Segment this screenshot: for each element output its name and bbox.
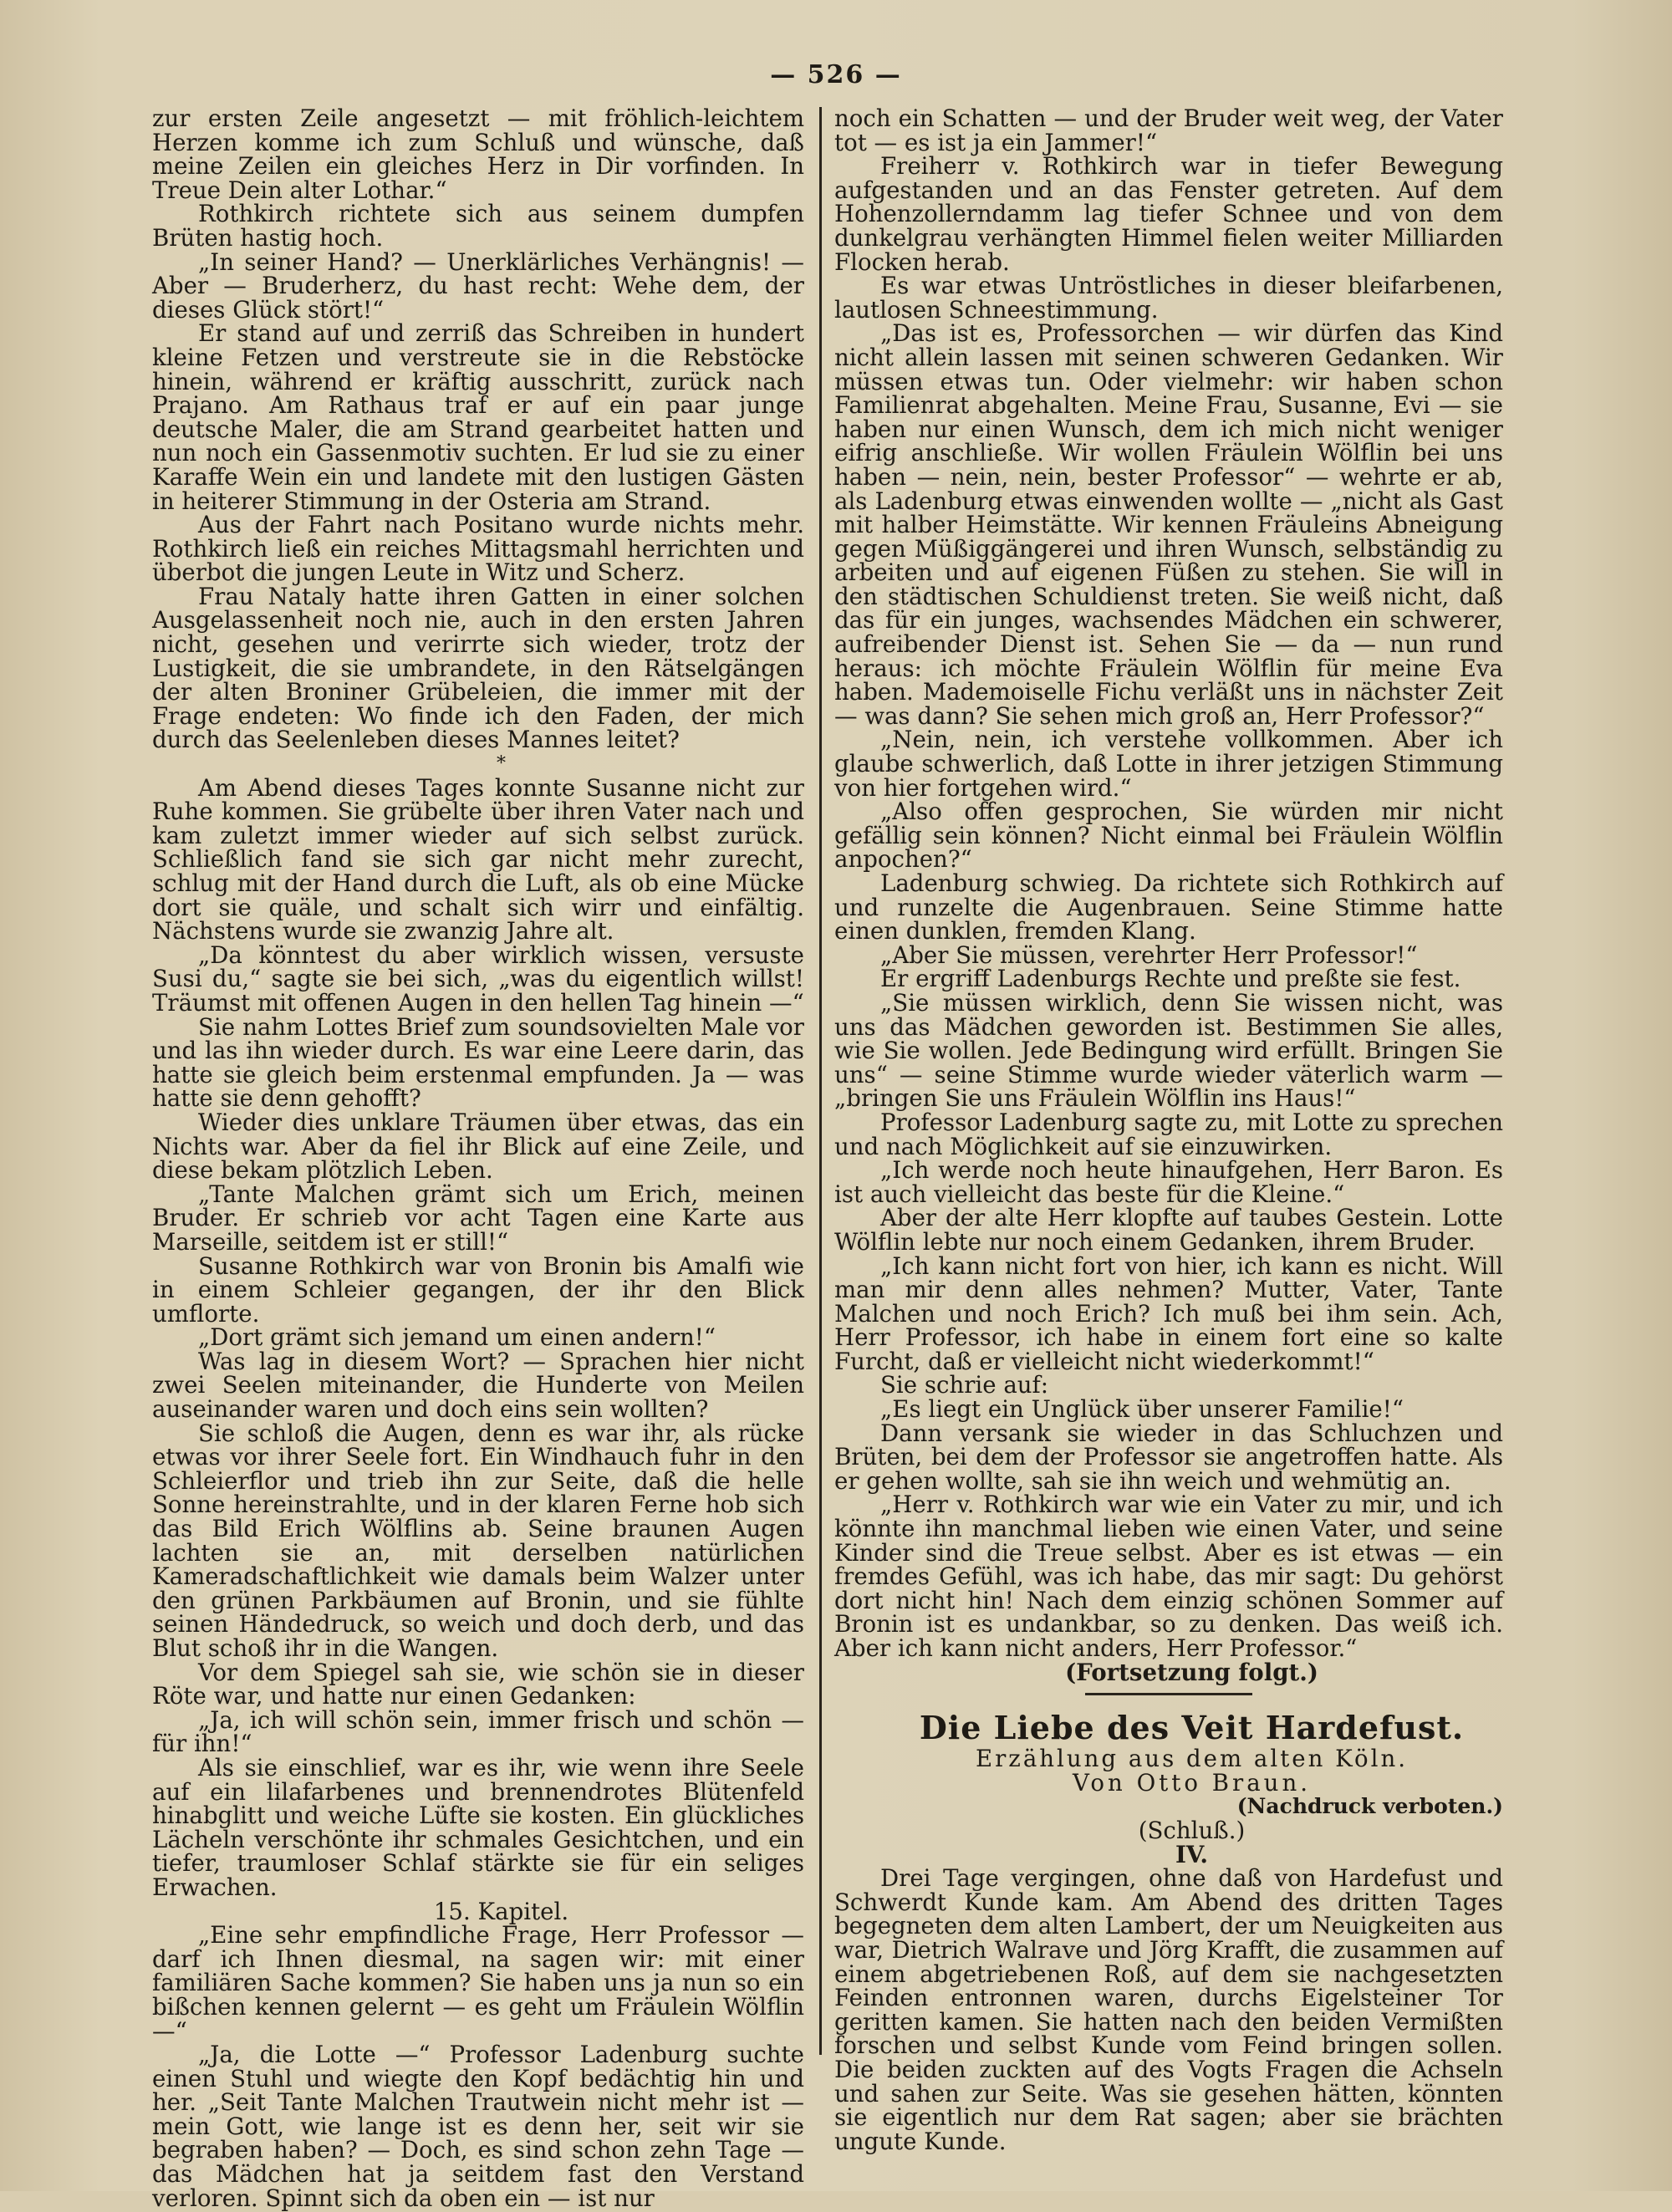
paragraph: Er ergriff Ladenburgs Rechte und preßte sie fest. xyxy=(880,965,1461,993)
section-separator: * xyxy=(497,753,506,775)
paragraph: Sie schloß die Augen, denn es war ihr, als rücke etwas vor ihrer Seele fort. Ein Windhauch fuhr in den Schleierflor und trieb ihn zur Seite, daß die helle Sonne hereinstrahlte, und in der klaren Ferne hob sich das Bild Erich Wölflins ab. Seine braunen Augen lachten sie an, mit derselben natürlichen Kameradschaftlichkeit wie damals beim Walzer unter den grünen Parkbäumen auf Bronin, und sie fühlte seinen Händedruck, so weich und doch derb, und das Blut schoß ihr in die Wangen. xyxy=(152,1419,804,1662)
paragraph: noch ein Schatten — und der Bruder weit weg, der Vater tot — es ist ja ein Jammer!“ xyxy=(834,104,1503,156)
paragraph: Vor dem Spiegel sah sie, wie schön sie in dieser Röte war, und hatte nur einen Gedanken: xyxy=(152,1658,804,1710)
paragraph: Sie nahm Lottes Brief zum soundsovielten Male vor und las ihn wieder durch. Es war eine Leere darin, das hatte sie gleich beim erstenmal empfunden. Ja — was hatte sie denn gehofft? xyxy=(152,1012,804,1113)
paragraph: Aus der Fahrt nach Positano wurde nichts mehr. Rothkirch ließ ein reiches Mittagsmahl herrichten und überbot die jungen Leute in Witz und Scherz. xyxy=(152,511,804,587)
paragraph: Er stand auf und zerriß das Schreiben in hundert kleine Fetzen und verstreute sie in die Rebstöcke hinein, während er kräftig ausschritt, zurück nach Prajano. Am Rathaus traf er auf ein paar junge deutsche Maler, die am Strand gearbeitet hatten und nun noch ein Gassenmotiv suchten. Er lud sie zu einer Karaffe Wein ein und landete mit den lustigen Gästen in heiterer Stimmung in der Osteria am Strand. xyxy=(152,319,804,515)
paragraph: „Also offen gesprochen, Sie würden mir nicht gefällig sein können? Nicht einmal bei Fräulein Wölflin anpochen?“ xyxy=(834,798,1503,874)
paragraph: „Aber Sie müssen, verehrter Herr Professor!“ xyxy=(880,940,1418,969)
paragraph: Drei Tage vergingen, ohne daß von Hardefust und Schwerdt Kunde kam. Am Abend des dritten Tages begegneten dem alten Lambert, der um Neuigkeiten aus war, Dietrich Walrave und Jörg Krafft, die zusammen auf einem abgetriebenen Roß, auf dem sie nachgesetzten Feinden entronnen waren, durchs Eigelsteiner Tor geritten kamen. Sie hatten nach den beiden Vermißten forschen und selbst Kunde vom Feind bringen sollen. Die beiden zuckten auf des Vogts Fragen die Achseln und sahen zur Seite. Was sie gesehen hätten, könnten sie eigentlich nur dem Rat sagen; aber sie brächten ungute Kunde. xyxy=(834,1864,1503,2155)
paragraph: „Das ist es, Professorchen — wir dürfen das Kind nicht allein lassen mit seinen schweren Gedanken. Wir müssen etwas tun. Oder vielmehr: wir haben schon Familienrat abgehalten. Meine Frau, Susanne, Evi — sie haben nur einen Wunsch, dem ich mich nicht weniger eifrig anschließe. Wir wollen Fräulein Wölflin bei uns haben — nein, nein, bester Professor“ — wehrte er ab, als Ladenburg etwas einwenden wollte — „nicht als Gast mit halber Heimstätte. Wir kennen Fräuleins Abneigung gegen Müßiggängerei und ihren Wunsch, selbständig zu arbeiten und auf eigenen Füßen zu stehen. Sie will in den städtischen Schuldienst treten. Sie weiß nicht, daß das für ein junges, wachsendes Mädchen ein schwerer, aufreibender Dienst ist. Sehen Sie — da — nun rund heraus: ich möchte Fräulein Wölflin für meine Eva haben. Mademoiselle Fichu verläßt uns in nächster Zeit — was dann? Sie sehen mich groß an, Herr Professor?“ xyxy=(834,319,1503,730)
paragraph: zur ersten Zeile angesetzt — mit fröhlich-leichtem Herzen komme ich zum Schluß und wünsche, daß meine Zeilen ein gleiches Herz in Dir vorfinden. In Treue Dein alter Lothar.“ xyxy=(152,104,804,204)
paragraph: „Sie müssen wirklich, denn Sie wissen nicht, was uns das Mädchen geworden ist. Bestimmen Sie alles, wie Sie wollen. Jede Bedingung wird erfüllt. Bringen Sie uns“ — seine Stimme wurde wieder väterlich warm — „bringen Sie uns Fräulein Wölflin ins Haus!“ xyxy=(834,988,1503,1113)
reprint-notice: (Nachdruck verboten.) xyxy=(1236,1794,1503,1819)
paragraph: „Ich kann nicht fort von hier, ich kann es nicht. Will man mir denn alles nehmen? Mutter, Vater, Tante Malchen und noch Erich? Ich muß bei ihm sein. Ach, Herr Professor, ich habe in einem fort eine so kalte Furcht, daß er vielleicht nicht wiederkommt!“ xyxy=(834,1251,1503,1375)
paragraph: Rothkirch richtete sich aus seinem dumpfen Brüten hastig hoch. xyxy=(152,200,804,252)
left-column xyxy=(152,104,804,2212)
paragraph: Frau Nataly hatte ihren Gatten in einer solchen Ausgelassenheit noch nie, auch in den ersten Jahren nicht, gesehen und verirrte sich wieder, trotz der Lustigkeit, die sie umbrandete, in den Rätselgängen der alten Broniner Grübeleien, die immer mit der Frage endeten: Wo finde ich den Faden, der mich durch das Seelenleben dieses Mannes leitet? xyxy=(152,582,804,754)
paragraph: Ladenburg schwieg. Da richtete sich Rothkirch auf und runzelte die Augenbrauen. Seine Stimme hatte einen dunklen, fremden Klang. xyxy=(834,869,1503,945)
paragraph: „Tante Malchen grämt sich um Erich, meinen Bruder. Er schrieb vor acht Tagen eine Karte aus Marseille, seitdem ist er still!“ xyxy=(152,1180,804,1256)
right-column xyxy=(834,104,1503,2155)
paragraph: Sie schrie auf: xyxy=(880,1371,1049,1399)
story-subtitle: Erzählung aus dem alten Köln. xyxy=(975,1745,1409,1773)
paragraph: Als sie einschlief, war es ihr, wie wenn ihre Seele auf ein lilafarbenes und brennendrotes Blütenfeld hinabglitt und weiche Lüfte sie kosten. Ein glückliches Lächeln verschönte ihr schmales Gesichtchen, und ein tiefer, traumloser Schlaf stärkte sie für ein seliges Erwachen. xyxy=(152,1753,804,1901)
continuation-note: (Fortsetzung folgt.) xyxy=(1065,1658,1318,1686)
paragraph: „Eine sehr empfindliche Frage, Herr Professor — darf ich Ihnen diesmal, na sagen wir: mit einer familiären Sache kommen? Sie haben uns ja nun so ein bißchen kennen gelernt — es geht um Fräulein Wölflin —“ xyxy=(152,1921,804,2045)
paragraph: Dann versank sie wieder in das Schluchzen und Brüten, bei dem der Professor sie angetroffen hatte. Als er gehen wollte, sah sie ihn weich und wehmütig an. xyxy=(834,1419,1503,1495)
conclusion-label: (Schluß.) xyxy=(1138,1816,1246,1844)
paragraph: „Ja, ich will schön sein, immer frisch und schön — für ihn!“ xyxy=(152,1705,804,1758)
paragraph: Wieder dies unklare Träumen über etwas, das ein Nichts war. Aber da fiel ihr Blick auf eine Zeile, und diese bekam plötzlich Leben. xyxy=(152,1108,804,1185)
page-number: — 526 — xyxy=(770,60,902,89)
paragraph: Susanne Rothkirch war von Bronin bis Amalfi wie in einem Schleier gegangen, der ihr den Blick umflorte. xyxy=(152,1251,804,1328)
paragraph: „In seiner Hand? — Unerklärliches Verhängnis! — Aber — Bruderherz, du hast recht: Wehe dem, der dieses Glück stört!“ xyxy=(152,247,804,324)
column-divider xyxy=(819,107,822,2055)
paragraph: Am Abend dieses Tages konnte Susanne nicht zur Ruhe kommen. Sie grübelte über ihren Vater nach und kam zuletzt immer wieder auf sich selbst zurück. Schließlich fand sie sich gar nicht mehr zurecht, schlug mit der Hand durch die Luft, als ob eine Mücke dort sie quäle, und schalt sich wirr und einfältig. Nächstens wurde sie zwanzig Jahre alt. xyxy=(152,773,804,945)
paragraph: Was lag in diesem Wort? — Sprachen hier nicht zwei Seelen miteinander, die Hunderte von Meilen auseinander waren und doch eins sein wollten? xyxy=(152,1347,804,1424)
part-number: IV. xyxy=(1175,1840,1209,1868)
paragraph: Aber der alte Herr klopfte auf taubes Gestein. Lotte Wölflin lebte nur noch einem Gedanken, ihrem Bruder. xyxy=(834,1204,1503,1256)
chapter-heading: 15. Kapitel. xyxy=(433,1897,569,1925)
paragraph: „Ich werde noch heute hinaufgehen, Herr Baron. Es ist auch vielleicht das beste für die Kleine.“ xyxy=(834,1156,1503,1208)
paragraph: „Da könntest du aber wirklich wissen, versuste Susi du,“ sagte sie bei sich, „was du eigentlich willst! Träumst mit offenen Augen in den hellen Tag hinein —“ xyxy=(152,940,804,1017)
section-rule xyxy=(1085,1693,1252,1695)
paragraph: Freiherr v. Rothkirch war in tiefer Bewegung aufgestanden und an das Fenster getreten. Auf dem Hohenzollerndamm lag tiefer Schnee und von dem dunkelgrau verhängten Himmel fielen weiter Milliarden Flocken herab. xyxy=(834,152,1503,276)
paragraph: „Nein, nein, ich verstehe vollkommen. Aber ich glaube schwerlich, daß Lotte in ihrer jetzigen Stimmung von hier fortgehen wird.“ xyxy=(834,726,1503,802)
paragraph: Es war etwas Untröstliches in dieser bleifarbenen, lautlosen Schneestimmung. xyxy=(834,272,1503,324)
paragraph: „Ja, die Lotte —“ Professor Ladenburg suchte einen Stuhl und wiegte den Kopf bedächtig hin und her. „Seit Tante Malchen Trautwein nicht mehr ist — mein Gott, wie lange ist es denn her, seit wir sie begraben haben? — Doch, es sind schon zehn Tage — das Mädchen hat ja seitdem fast den Verstand verloren. Spinnt sich da oben ein — ist nur xyxy=(152,2041,804,2212)
paragraph: „Es liegt ein Unglück über unserer Familie!“ xyxy=(880,1395,1404,1424)
paragraph: Professor Ladenburg sagte zu, mit Lotte zu sprechen und nach Möglichkeit auf sie einzuwirken. xyxy=(834,1108,1503,1160)
story-title: Die Liebe des Veit Hardefust. xyxy=(919,1709,1465,1747)
story-author: Von Otto Braun. xyxy=(1073,1768,1311,1797)
paragraph: „Dort grämt sich jemand um einen andern!“ xyxy=(198,1323,716,1352)
paragraph: „Herr v. Rothkirch war wie ein Vater zu mir, und ich könnte ihn manchmal lieben wie einen Vater, und seine Kinder sind die Treue selbst. Aber es ist etwas — ein fremdes Gefühl, was ich habe, das mir sagt: Du gehörst dort nicht hin! Nach dem einzig schönen Sommer auf Bronin ist es undankbar, so zu denken. Das weiß ich. Aber ich kann nicht anders, Herr Professor.“ xyxy=(834,1491,1503,1662)
